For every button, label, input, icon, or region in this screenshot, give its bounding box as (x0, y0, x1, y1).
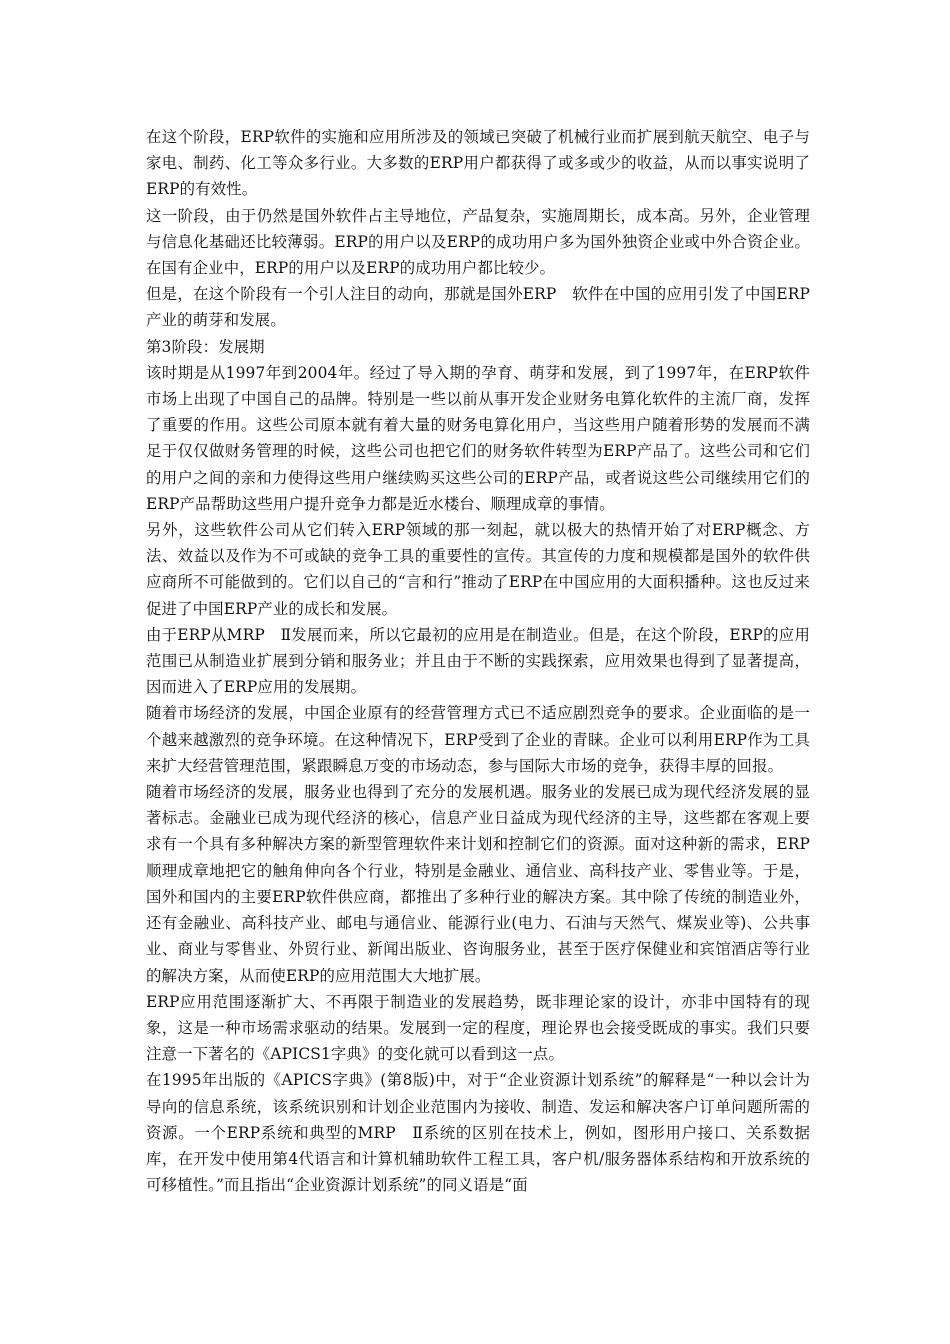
document-body (146, 124, 810, 1198)
paragraph-erp-industries: 在这个阶段，ERP软件的实施和应用所涉及的领域已突破了机械行业而扩展到航天航空、电子与家电、制药、化工等众多行业。大多数的ERP用户都获得了或多或少的收益，从而以事实说明了ERP的有效性。 (146, 128, 810, 199)
paragraph-stage-3-period: 该时期是从1997年到2004年。经过了导入期的孕育、萌芽和发展，到了1997年，在ERP软件市场上出现了中国自己的品牌。特别是一些以前从事开发企业财务电算化软件的主流厂商，发挥了重要的作用。这些公司原本就有着大量的财务电算化用户，当这些用户随着形势的发展而不满足于仅仅做财务管理的时候，这些公司也把它们的财务软件转型为ERP产品了。这些公司和它们的用户之间的亲和力使得这些用户继续购买这些公司的ERP产品，或者说这些公司继续用它们的ERP产品帮助这些用户提升竞争力都是近水楼台、顺理成章的事情。 (146, 363, 810, 513)
paragraph-scope-expansion: ERP应用范围逐渐扩大、不再限于制造业的发展趋势，既非理论家的设计，亦非中国特有的现象，这是一种市场需求驱动的结果。发展到一定的程度，理论界也会接受既成的事实。我们只要注意一下著名的《APICS1字典》的变化就可以看到这一点。 (146, 992, 810, 1064)
paragraph-mrp-origin: 由于ERP从MRP Ⅱ发展而来，所以它最初的应用是在制造业。但是，在这个阶段，ERP的应用范围已从制造业扩展到分销和服务业；并且由于不断的实践探索，应用效果也得到了显著提高，因而进入了ERP应用的发展期。 (146, 625, 810, 697)
paragraph-promotion: 另外，这些软件公司从它们转入ERP领域的那一刻起，就以极大的热情开始了对ERP概念、方法、效益以及作为不可或缺的竞争工具的重要性的宣传。其宣传的力度和规模都是国外的软件供应商所不可能做到的。它们以自己的“言和行”推动了ERP在中国应用的大面积播种。这也反过来促进了中国ERP产业的成长和发展。 (146, 521, 810, 618)
paragraph-apics-dictionary: 在1995年出版的《APICS字典》(第8版)中，对于“企业资源计划系统”的解释是“一种以会计为导向的信息系统，该系统识别和计划企业范围内为接收、制造、发运和解决客户订单问题所需的资源。一个ERP系统和典型的MRP Ⅱ系统的区别在技术上，例如，图形用户接口、关系数据库，在开发中使用第4代语言和计算机辅助软件工程工具，客户机/服务器体系结构和开放系统的可移植性。”而且指出“企业资源计划系统”的同义语是“面 (146, 1071, 810, 1195)
section-heading-stage-3: 第3阶段：发展期 (146, 337, 265, 356)
paragraph-service-industry: 随着市场经济的发展，服务业也得到了充分的发展机遇。服务业的发展已成为现代经济发展的显著标志。金融业已成为现代经济的核心，信息产业日益成为现代经济的主导，这些都在客观上要求有一个具有多种解决方案的新型管理软件来计划和控制它们的资源。面对这种新的需求，ERP顺理成章地把它的触角伸向各个行业，特别是金融业、通信业、高科技产业、零售业等。于是，国外和国内的主要ERP软件供应商，都推出了多种行业的解决方案。其中除了传统的制造业外，还有金融业、高科技产业、邮电与通信业、能源行业(电力、石油与天然气、煤炭业等)、公共事业、商业与零售业、外贸行业、新闻出版业、咨询服务业，甚至于医疗保健业和宾馆酒店等行业的解决方案，从而使ERP的应用范围大大地扩展。 (146, 783, 810, 985)
paragraph-foreign-software: 这一阶段，由于仍然是国外软件占主导地位，产品复杂，实施周期长，成本高。另外，企业管理与信息化基础还比较薄弱。ERP的用户以及ERP的成功用户多为国外独资企业或中外合资企业。在国有企业中，ERP的用户以及ERP的成功用户都比较少。 (146, 206, 810, 278)
paragraph-market-competition: 随着市场经济的发展，中国企业原有的经营管理方式已不适应剧烈竞争的要求。企业面临的是一个越来越激烈的竞争环境。在这种情况下，ERP受到了企业的青睐。企业可以利用ERP作为工具来扩大经营管理范围，紧跟瞬息万变的市场动态，参与国际大市场的竞争，获得丰厚的回报。 (146, 704, 810, 775)
paragraph-domestic-erp-emergence: 但是，在这个阶段有一个引人注目的动向，那就是国外ERP 软件在中国的应用引发了中国ERP产业的萌芽和发展。 (146, 285, 810, 330)
